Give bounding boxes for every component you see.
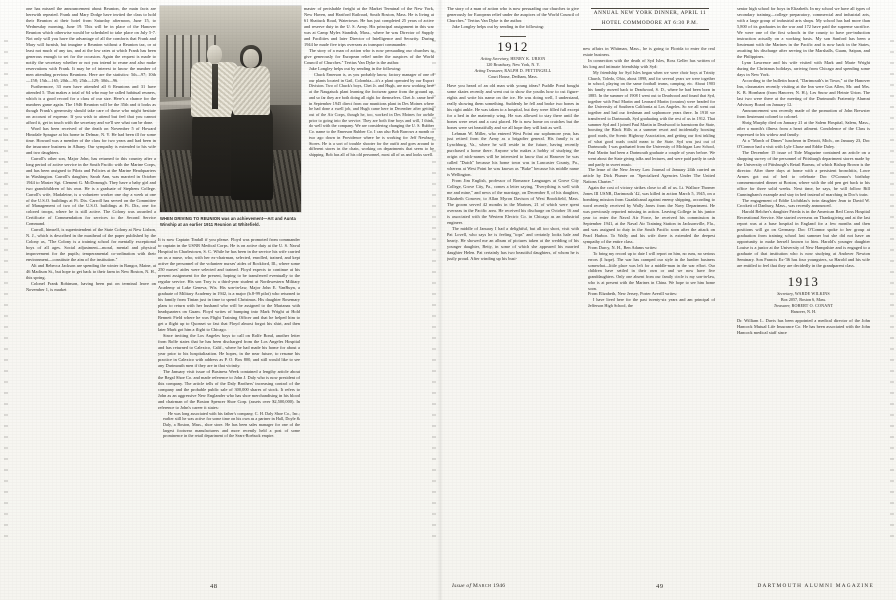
officer-name: ROBERT O. CONANT [791,303,834,309]
divider-rule [500,36,526,37]
scan-edge-marks-right [890,40,894,540]
class-header-1912 [447,36,579,80]
text-column-2-lower [158,237,300,557]
class-1913-secretary [737,291,870,303]
paragraph: From Elizabeth, New Jersey, Porter Averill writes: [588,291,678,297]
paragraph: master of perishable freight at the Market Terminal of the New York, New Haven, and Hartford Railroad, South Boston, Mass. He is living at 61 Shattuck Road, Watertown. He has just completed 25 years of active and reserve duty in the U. S. Army. His principal assignment in this war was at Camp Myles Standish, Mass., where he was Director of Supply and Facilities and later Director of Intelligence and Security. During 1944 he made five trips overseas as transport commander. [304,6,434,47]
paragraph: Lehman W. Miller, who entered West Point our sophomore year, has just retired from the Army as a brigadier general. His family is at Lynchburg, Va., where he will reside in the future, having recently purchased a home there. Anyone who makes a hobby of studying the origin of nick-names will be interested to know that at Hanover he was called "Dutch" because his home town was in Lancaster County, Pa., whereas at West Point he was known as "Buke" because his middle name is Wellington. [447,130,579,178]
paragraph: It is now Captain Tindall if you please. Floyd was promoted from commander to captain in the USNR Medical Corps. He is on active duty at the U. S. Naval Hospital in Charlestown, S. C. While he has been in the service his wife carried on as a nurse, who, with her ex-chairman, selected, enrolled, trained, and kept active the personnel of the volunteer nurses' aides of Rockford, Ill., where some 250 nurses' aides were selected and trained. Floyd expects to continue at his present assignment for the present, hoping to be transferred eventually to the regular service. His son Troy is a third-year student at Northwestern Military Academy at Lake Geneva, Wis. His son-in-law, Major John E. VanBuyn, a graduate of Military Academy in 1942, is a major (b.8-99 pilot) who returned to his family from Tinian just in time to spend Christmas. His daughter Rosemary plans to return with her husband who will be assigned to the Marianas with headquarters on Guam. Floyd writes of bumping into Mark Wright at Hold Bennett Field where he was Flight Training Officer and that he helped him to get a flight up to Quonset so fast that Floyd almost forgot his shirt, and then later Mark got him a flight to Chicago. [158,237,300,332]
photograph-image [160,6,301,212]
photo-man-necktie [212,64,218,109]
paragraph: new affairs in Whitman, Mass., he is going to Florida to enter the real estate business. [583,46,715,57]
paragraph: According to the bulletin board, "Dartmouth's in Town," at the Hanover Inn, classmates recently visiting at the Inn were Gus Allen, Mr. and Mrs. K. B. Hornbarn (from Hanover, N. H.), Les Snow and Heinie Urion. The last two were there at the meeting of the Dartmouth Fraternity Alumni Advisory Board on January 12. [737,77,870,107]
paragraph-quoted: He was long associated with his father's company, C. H. Daly Shoe Co., Inc.; earlier still he was active for some time on his own as a partner in Hall, Doyle & Daly, a Boston, Mass., shoe store. He has been sales manager for one of the largest footwear manufacturers and more recently held a post of some prominence in the retail department of the Sears-Roebuck empire. [163,410,300,439]
class-1913-treasurer [737,303,870,315]
paragraph-quoted: Chuck Emerson is, as you probably know, factory manager of one of our plants located in Gail, Colombia—it's a plant operated by our Export Division. Two of Chuck's boys, Chet Jr. and Hugh, are now working here at the Naugatuck plant learning the footwear game from the ground up, and so far they are both doing all right for themselves. Chet Jr. came here in September 1945 direct from our munitions plant in Des Moines where he had done a swell job, and Hugh came here in December after getting out of the Air Corps, though he, too, worked in Des Moines for awhile prior to going into the service. They are both fine boys and will, I think, do well with the company. We are considering changing the U. S. Rubber Co. name to the Emerson Rubber Co. I can also Bob Barrows a month or two ago down in Providence where he is working for Jeff Newbury Stores. He is a sort of trouble shooter for the outfit and goes around to different stores in the chain, working on departments that seem to be shipping. Bob has all of his old personnel, most all of us and looks swell. [309,71,434,158]
dinner-announcement [583,8,717,30]
paragraph: From Jim English, professor of Romance Languages at Grove City College, Grove City, Pa., comes a letter saying, "Everything is well with me and mine," and news of the marriage, on December 8, of his daughter, Elizabeth Conover, to Allan Myron Davison of West Brookfield, Mass. The groom served 42 months in the Marines, 21 of which were spent overseas in the Pacific area. He received his discharge on October 16 and is associated with the Western Electric Co. in Chicago as an industrial engineer. [447,178,579,226]
dinner-line-2: HOTEL COMMODORE AT 6:30 P.M. [601,19,699,26]
paragraph: The story of a man of action who is now persuading our churches to give generously for European relief under the auspices of the World Council of Churches." Tertius Van Dyke is the author. [447,6,579,23]
paragraph: Jake Longley helps out by sending in the following: [309,65,402,71]
photo-woman-head [243,49,259,68]
page-gutter [437,0,443,600]
scan-edge-marks-left [4,40,8,540]
paragraph: In connection with the death of Syd Isles, Ross Geller has written of his long and intimate friendship with Syd: [583,57,715,69]
paragraph: Alt and Rebecca Jackson are spending the winter in Bangor, Maine, at 46 Madison St., but hope to get back to their farm in New Boston, N. H., this spring. [26,263,156,281]
paragraph-quoted: I have lived here for the past twenty-six years and am principal of Jefferson High School, the [588,297,715,309]
paragraph: The middle of January I had a delightful, but all too short, visit with Pat Lovell, who says he is feeling "tops" and certainly looks hale and hearty. He showed me an album of pictures taken at the wedding of his younger daughter, Betty, in some of which she appeared his married daughter Helen. Pat certainly has two beautiful daughters, of whom he is justly proud. After winding up his busi- [447,226,579,262]
officer-role-label: Acting Treasurer, [474,67,504,73]
class-header-1913 [737,275,870,315]
paragraph: Harold Belcher's daughter Frieda is in the American Red Cross Hospital Recreational Service. She started overseas on Thanksgiving and at the last report was at a base hospital in England for a few months and then positions will go on Germany. Doc O'Connor spoke to her group at graduation from training school last summer but she did not have an opportunity to make herself known to him. Harold's younger daughter Louise is a junior at the University of New Hampshire and is engaged to a graduate of that institution who is now studying at Andover Newton Seminary. Son Francis Ex-'36 has four youngsters, so Harold and his wife are entitled to feel that they are decidedly in the grandparent class. [737,209,870,269]
paragraph-quoted: My friendship for Syd Isles began when we were choir boys at Trinity Church, Toledo, Ohio, about 1898, and for several years we were together in school, playing on the same football teams, camping, etc. About 1903 his family moved back to Deadwood, S. D., where he had been born in 1885. In the summer of 1908 I went out to Deadwood and found that Syd, together with Paul Martin and Leonard Martin (cousins) were headed for the University of Southern California at Los Angeles. So we all went out together and had our freshman and sophomore years there. In 1910 we transferred to Dartmouth, Syd graduating with the rest of us in 1912. That summer Syd and I joined Paul Martin in Deadwood to barnstorm the State, boosting the Black Hills as a summer resort and incidentally boosting good roads, the Scenic Highway Association, and getting our first inkling of what good roads could mean to the State. Syd was just out of Dartmouth; I was graduated from the University of Michigan Law School, Paul Martin had been a Dartmouth graduate a couple of years before. We went about the State giving talks and lectures, and were paid partly in cash and partly in sweet music. [588,69,715,167]
class-year-1912: 1912 [497,38,529,54]
officer-address: 120 Broadway, New York, N. Y. [486,61,540,67]
divider-rule-bottom [591,29,709,30]
class-year-1913: 1913 [787,274,820,290]
dinner-line-1: ANNUAL NEW YORK DINNER, APRIL 11 [593,10,707,16]
officer-name: WARDE WILKINS [794,291,830,297]
folio-page-48: 48 [210,583,218,590]
photo-caption-text: was an achievement—Art and Aunta Winship at an earlier 1911 Reunion at Whitefield. [160,216,296,227]
paragraph: The engagement of Eddie Lichtblau's twin daughter Jean to David W. Crockett of Danbury, Mass., was recently announced. [737,197,870,209]
text-column-5 [583,46,715,552]
paragraph: Furthermore, 33 men have attended all 6 Reunions and 31 have attended 5. That makes a total of 64 who may be called habitual reuners, which is a good record for a class of our size. Here's a chance for the numbers game again. The 1946 Reunion will be the 35th and it looks as though Frank's generosity should take care of those who might hesitate on account of expense. If you wish to attend but feel that you cannot afford it, get in touch with the secretary and we'll see what can be done. [26,83,156,125]
folio-page-49: 49 [656,583,664,590]
text-column-1 [26,6,156,293]
officer-name: RALPH D. PETTINGELL [504,67,552,73]
class-1912-treasurer [447,68,579,80]
paragraph: Shrig Murphy died on January 21 at the Salem Hospital, Salem, Mass., after a month's illness from a heart ailment. Condolence of the Class is expressed to his widow and family. [737,119,870,137]
photo-man-head [207,45,223,64]
paragraph: Again the cost of victory strikes close to all of us. Lt. Wallace Thorner Jones III USNR, Dartmouth '42, was killed in action March 5, 1945, on a bombing mission from Guadalcanal against enemy shipping, according to word recently received by Wally Jones from the Navy Department. He was previously reported missing in action. Leaving College in his junior year to enter the Naval Air Force, he received his commission in September 1941, at the Naval Air Training Station in Jacksonville, Fla., and was assigned to duty in the South Pacific soon after the attack on Pearl Harbor. To Wally and his wife there is extended the deepest sympathy of the entire class. [583,185,715,245]
paragraph: Have you heard of an old man with young ideas? Puddle Pond bought some skates recently and went out to show the youths how to cut figure-eights and write his name on the ice. He was doing well, I understand, really showing them something. Suddenly he fell and broke two bones in his right ankle. He was taken to a hospital, but they were filled full except for a bed in the maternity wing. He was allowed to stay there until the bones were reset and a cast placed. He is now home on crutches but the bones were set beautifully and we all hope they will knit as well. [447,82,579,130]
class-1912-secretary [447,56,579,68]
magazine-name-footer: DARTMOUTH ALUMNI MAGAZINE [757,583,874,589]
issue-prefix: Issue of [452,583,472,589]
paragraph-quoted: To bring my record up to date I will report on him, no runs, no serious errors (I hope). The war has cramped our style in the lumber business somewhat—little place was left for a middle-man in the war effort. Our children have settled in their own or and we now have five granddaughters. Only one absent from our family circle is my son-in-law, who is at present with the Marines in China. We hope to see him home soon. [588,251,715,291]
paragraph: The story of a man of action who is now persuading our churches to give generously for European relief under the auspices of the World Council of Churches." Tertius Van Dyke is the author. [304,47,434,65]
officer-role-label: Acting Secretary, [480,55,510,61]
paragraph: The lease of the New Jersey Law Journal of January 24th carried an article by Dick Plumer on "Specialized Agencies Under The United Nations Charter." [583,167,715,185]
photo-fence-rail [160,100,194,110]
paragraph: Word has been received of the death on November 5 of Howard Hinsdale Sprague at his home in Delmar, N. Y. He had been ill for some time. Howard was a member of the class for two years and had been in the insurance business in Albany. Our sympathy is extended to his wife and two daughters. [26,125,156,155]
photo-caption-lead: WHEN DRIVING TO REUNION [160,216,221,221]
officer-address: Hanover, N. H. [790,309,817,315]
reunion-photograph [160,6,301,212]
text-column-4 [447,6,579,552]
paragraph: senior high school for boys in Elizabeth. In my school we have all types of secondary training—college preparatory, commercial and industrial arts, with a large group of industrial arts shops. My school has had more than 5,800 of its graduates in the war and 172 have paid the supreme sacrifice. We were one of the first schools in the county to have pre-induction instruction actually on a working basis. My son Sanford has been a lieutenant with the Marines in the Pacific and is now back in the States, awaiting his discharge after serving in the Marshalls, Guam, Saipan, and the Philippines. [737,6,870,59]
officer-role-label: Secretary, [777,291,794,297]
officer-name: HENRY K. URION [510,55,546,61]
text-column-6 [737,6,870,552]
paragraph: Carroll's other son, Major John, has returned to this country after a long period of active service in the South Pacific with the Marine Corps, and has been assigned to Pilots and Policies at the Marine Headquarters in Washington. Carroll's daughter, Sarah Ann, was married in October 1944 to Master Sgt. Clement G. McDonough. They have a baby girl and two grandchildren of his own. He is a graduate of Stephens College. Carroll's wife, Madaleine, is a volunteer worker one day a week at one of the U.S.O. buildings at Ft. Dix. Carroll has served on the Committee of Management of two of the U.S.O. buildings at Ft. Dix, one for colored troops, where he is still active. The Colony was awarded a Certificate of Commendation for services to the Second Service Command. [26,155,156,227]
issue-line-footer [452,583,505,589]
paragraph: From Darcy, N. H., Ben Adams writes: [588,245,658,251]
paragraph: Since inviting the Los Angeles boys to call on Rolfe Bond, another letter from Rolfe states that he has been discharged from the Los Angeles Hospital and has returned to Calexico, Calif., where he had made his home for about a year prior to his hospitalization. He hopes, in the near future, to resume his practice in Calexico with address as P. O. Box 800, and still would like to see any Dartmouth men if they are in that vicinity. [158,332,300,368]
officer-role-label: Treasurer, [773,303,791,309]
issue-month: March [472,583,492,589]
photo-woman-skirt [231,109,273,200]
paragraph: The January visit issue of Business Week contained a lengthy article about the Regal Shoe Co. and made reference to John J. Daly who is now president of this company. The article tells of the Daly Brothers' increasing control of the company and the probable public sale of 300,000 shares of stock. It refers to John as an aggressive New Englander who has shoe merchandising in his blood and chairman of the Boston Spencer Shoe Corp. (assets over $2,500,000). In reference to John's career it states: [158,368,300,410]
officer-address: Court House, Dedham, Mass. [488,73,538,79]
photo-man-trousers [192,113,234,195]
paragraph: Lynn Lawrence and his wife visited with Mark and Marie Wright during the Christmas holidays, arriving from Chicago and spending some days in New York. [737,59,870,77]
photo-woman-blouse [233,66,270,115]
paragraph: At a "March of Dimes" luncheon in Detroit, Mich., on January 23, Doc O'Connor had a visit with Lyle Chase and Eddie Daley. [737,137,870,149]
paragraph: Dr. William L. Davis has been appointed a medical director of the John Hancock Mutual Life Insurance Co. He has been associated with the John Hancock medical staff since [737,318,870,335]
officer-address: Box 2057, Boston 6, Mass. [780,297,827,303]
issue-year: 1946 [493,583,506,589]
text-column-3 [304,6,434,552]
paragraph: Jake Longley helps out by sending in the following: [452,23,545,29]
paragraph: Carroll, himself, is superintendent of the State Colony at New Lisbon, N. J., which is described in the masthead of the paper published by the Colony as, "The Colony is a training school for mentally exceptional boys of all ages. Social adjustment—moral, mental and physical improvement for the pupils; temperamental co-ordination with their environment—constitute the aim of the institution." [26,227,156,263]
paragraph: The December 15 issue of Tide Magazine contained an article on a shopping survey of the personnel of Pittsburgh department stores made by the University of Pittsburgh's Retail Bureau, of which Bishop Brown is the director. After three days at home with a persistent bronchitis, Lowe Armes got out of bed to celebrate Doc O'Connor's birthday commemorated dinner at Boston, where with the old pen get back to his office for three solid weeks. Next time, he says, he will follow Bill Cunningham's example and stay in bed instead of marching in Doc's train. [737,149,870,197]
paragraph: Colonel Frank Robinson, having been put on terminal leave on November 1, is market [26,281,156,293]
paragraph: Announcement was recently made of the promotion of John Brewster from lieutenant colonel to colonel. [737,107,870,119]
photo-caption [160,216,301,228]
paragraph: one has missed the announcement about Reunion, the main facts are herewith repeated. Frank and Mary Dodge have invited the class to hold their Reunion at their hotel from Saturday afternoon, June 15, to Wednesday morning, June 19. This will be in place of the Hanover Reunion which otherwise would be scheduled to take place on July 5-7. Not only will you have the advantage of all the comforts that Frank and Mary will furnish, but imagine a Reunion without a Reunion tax, or at least not much of any tax, and at the low rates at which Frank has been generous enough to set for the occasion. Again the request is made to notify the secretary whether or not you intend to reune and also make reservations with Frank. It may be of interest to know the number of men attending previous Reunions. Here are the statistics: 5th—97; 10th—158; 15th—165; 20th—95; 25th—129; 30th—96. [26,6,156,83]
